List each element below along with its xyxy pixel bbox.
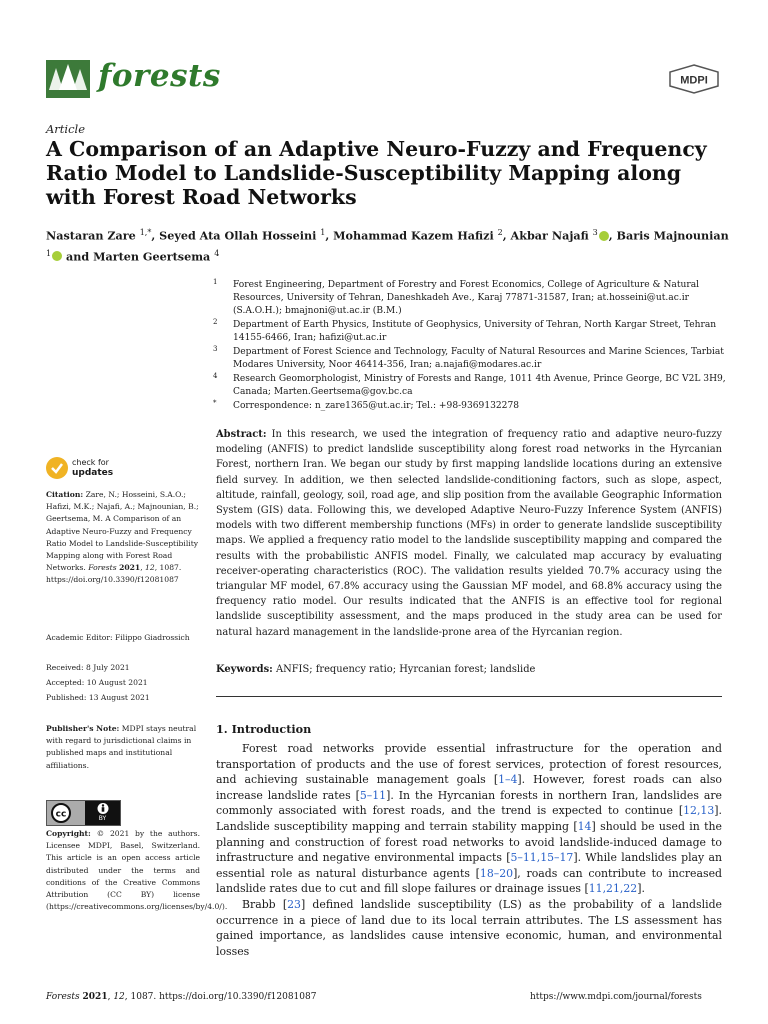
- check-updates-icon: [46, 457, 68, 479]
- author-name: Nastaran Zare: [46, 228, 140, 243]
- affiliation-row: [210, 400, 730, 413]
- copyright-text: © 2021 by the authors. Licensee MDPI, Basel, Switzerland. This article is an open access article distributed under the terms and conditions of the Creative Commons Attribution (CC BY) license (https://creativecommons.org/licenses/by/4.0/).: [46, 829, 228, 912]
- section-divider: [216, 696, 722, 697]
- citation-link[interactable]: 14: [577, 819, 592, 833]
- affiliation-number: 2: [213, 318, 218, 326]
- citation-link[interactable]: 11,21,22: [588, 882, 638, 896]
- author-list: Nastaran Zare $^{1,*}$, Seyed Ata Ollah Hosseini $^1$, Mohammad Kazem Hafizi $^2$, Akbar Najafi $^3$ , Baris Majnounian $^1$ and Marten Geertsema $^4$: [46, 228, 729, 264]
- check-updates-line1: check for: [72, 458, 109, 467]
- journal-name: forests: [98, 58, 221, 94]
- orcid-icon[interactable]: [52, 251, 62, 261]
- keywords: [216, 662, 722, 677]
- footer-journal-url[interactable]: https://www.mdpi.com/journal/forests: [530, 992, 702, 1002]
- copyright-label: Copyright:: [46, 829, 91, 838]
- author-name: Akbar Najafi: [510, 228, 593, 243]
- published-date: Published: 13 August 2021: [46, 693, 150, 702]
- author-name: Baris Majnounian: [616, 228, 729, 243]
- affiliation-text: Department of Forest Science and Technology, Faculty of Natural Resources and Marine Sciences, Tarbiat Modares University, Noor 46414-356, Iran; a.najafi@modares.ac.ir: [233, 347, 724, 370]
- citation-journal: Forests: [88, 563, 117, 573]
- affiliation-number: 4: [213, 372, 218, 380]
- affiliation-text: Correspondence: n_zare1365@ut.ac.ir; Tel.: +98-9369132278: [233, 401, 520, 411]
- introduction-body: [216, 741, 722, 959]
- affiliation-number: 1: [213, 278, 218, 286]
- footer-volume: 12: [113, 992, 125, 1002]
- footer-year: 2021: [82, 992, 108, 1002]
- paragraph-text: ]. However, forest roads can also increase landslide rates [: [216, 773, 722, 802]
- paragraph-text: ] defined landslide susceptibility (LS) as the probability of a landslide occurrence in a piece of land due to its local terrain attributes. The LS assessment has gained importance, as landslides cause intensive economic, human, and environmental losses: [216, 897, 722, 958]
- copyright-block: [46, 828, 228, 913]
- svg-text:cc: cc: [55, 809, 67, 820]
- affiliation-number: 3: [213, 345, 218, 353]
- affiliation-row: [210, 319, 730, 345]
- affiliation-number: *: [213, 399, 217, 407]
- author-affiliation-number: 1: [46, 248, 52, 258]
- section-heading: 1. Introduction: [216, 722, 312, 736]
- paragraph-text: ]. In the Hyrcanian forests in northern Iran, landslides are commonly associated with forest roads, and the trend is expected to continue [: [216, 788, 722, 818]
- affiliation-row: [210, 279, 730, 318]
- author-affiliation-number: 1,*: [139, 228, 152, 237]
- academic-editor: Academic Editor: Filippo Giadrossich: [46, 633, 190, 642]
- affiliation-row: [210, 346, 730, 372]
- footer-citation: Forests 2021, 12, 1087. https://doi.org/10.3390/f12081087: [46, 992, 317, 1002]
- footer-journal: Forests: [46, 992, 80, 1002]
- paragraph-text: ]. While landslides play an essential role as natural disturbance agents [: [216, 851, 722, 880]
- citation-doi[interactable]: , 1087. https://doi.org/10.3390/f12081087: [46, 563, 182, 585]
- affiliation-row: [210, 373, 730, 399]
- footer-doi[interactable]: , 1087. https://doi.org/10.3390/f12081087: [124, 992, 317, 1002]
- keywords-text: ANFIS; frequency ratio; Hyrcanian forest; landslide: [275, 664, 536, 675]
- received-date: Received: 8 July 2021: [46, 663, 130, 672]
- cc-license-badge[interactable]: [46, 800, 121, 826]
- orcid-icon[interactable]: [599, 231, 609, 241]
- author-affiliation-number: 1: [320, 228, 326, 237]
- affiliation-text: Department of Earth Physics, Institute of Geophysics, University of Tehran, North Kargar Street, Tehran 14155-6466, Iran; hafizi@ut.ac.ir: [233, 320, 717, 343]
- publisher-note-label: Publisher's Note:: [46, 724, 120, 733]
- journal-logo: [46, 60, 90, 98]
- abstract: [216, 427, 722, 640]
- cc-by-label: BY: [98, 815, 107, 822]
- author-name: Seyed Ata Ollah Hosseini: [159, 228, 321, 243]
- paragraph-text: Brabb [: [242, 897, 288, 911]
- citation-link[interactable]: 1–4: [498, 773, 518, 787]
- author-name: Marten Geertsema: [93, 249, 215, 264]
- citation-block: Citation: Zare, N.; Hosseini, S.A.O.; Hafizi, M.K.; Najafi, A.; Majnounian, B.; Geertsema, M. A Comparison of an Adaptive Neuro-Fuzzy and Frequency Ratio Model to Landslide-Susceptibility Mapping along with Forest Road Networks. Forests 2021, 12, 1087. https://doi.org/10.3390/f12081087: [46, 490, 199, 585]
- affiliation-text: Forest Engineering, Department of Forestry and Forest Economics, College of Agriculture & Natural Resources, University of Tehran, Daneshkadeh Ave., Karaj 77871-31587, Iran; at.hosseini@ut.ac.ir (S.A.O.H.); bmajnoni@ut.ac.ir (B.M.): [233, 280, 700, 316]
- citation-link[interactable]: 12,13: [683, 804, 715, 818]
- citation-volume: 12: [145, 563, 155, 573]
- paragraph-text: ].: [637, 882, 645, 896]
- paragraph-text: ]. Landslide susceptibility mapping and terrain stability mapping [: [216, 804, 722, 833]
- citation-link[interactable]: 5–11: [359, 788, 387, 802]
- author-affiliation-number: 2: [497, 228, 503, 237]
- paragraph-text: Forest road networks provide essential infrastructure for the operation and transportation of products and the use of forest services, protection of forest resources, and achieving sustainable management goals [: [216, 742, 722, 787]
- keywords-label: Keywords:: [216, 664, 273, 675]
- intro-paragraph-1: [216, 741, 722, 897]
- check-for-updates-badge[interactable]: [46, 455, 166, 485]
- intro-paragraph-2: [216, 897, 722, 959]
- paragraph-text: ] should be used in the planning and construction of forest road networks to avoid landslide-induced damage to infrastructure and negative environmental impacts [: [216, 819, 722, 865]
- article-type: Article: [46, 122, 86, 136]
- accepted-date: Accepted: 10 August 2021: [46, 678, 148, 687]
- paper-title: A Comparison of an Adaptive Neuro-Fuzzy and Frequency Ratio Model to Landslide-Susceptibility Mapping along with Forest Road Networks: [46, 137, 707, 209]
- check-updates-line2: updates: [72, 468, 114, 478]
- citation-year: 2021: [119, 563, 141, 573]
- citation-text: Zare, N.; Hosseini, S.A.O.; Hafizi, M.K.; Najafi, A.; Majnounian, B.; Geertsema, M. A Comparison of an Adaptive Neuro-Fuzzy and Frequency Ratio Model to Landslide-Susceptibility Mapping along with Forest Road Networks.: [46, 490, 199, 573]
- author-affiliation-number: 4: [214, 248, 220, 258]
- abstract-text: In this research, we used the integration of frequency ratio and adaptive neuro-fuzzy modeling (ANFIS) to predict landslide susceptibility along forest road networks in the Hyrcanian Forest, northern Iran. We began our study by first mapping landslide locations during an extensive field survey. In addition, we then selected landslide-conditioning factors, such as slope, aspect, altitude, rainfall, geology, soil, road age, and slip position from the available Geographic Information System (GIS) data. Following this, we developed Adaptive Neuro-Fuzzy Inference System (ANFIS) models with two different membership functions (MFs) in order to generate landslide susceptibility maps. We applied a frequency ratio model to the landslide susceptibility mapping and compared the results with the probabilistic ANFIS model. Finally, we calculated map accuracy by evaluating receiver-operating characteristics (ROC). The validation results yielded 70.7% accuracy using the triangular MF model, 67.8% accuracy using the Gaussian MF model, and 68.8% accuracy using the frequency ratio model. Our results indicated that the ANFIS is an effective tool for regional landslide susceptibility assessment, and the maps produced in the study area can be used for natural hazard management in the landslide-prone area of the Hyrcanian region.: [216, 429, 722, 638]
- publisher-note: [46, 723, 200, 772]
- citation-link[interactable]: 18–20: [479, 866, 514, 880]
- paragraph-text: ], roads can contribute to increased landslide rates due to cut and fill slope failures or drainage issues [: [216, 866, 723, 896]
- publisher-logo: [668, 64, 720, 94]
- abstract-label: Abstract:: [216, 429, 267, 440]
- citation-link[interactable]: 5–11,15–17: [510, 851, 574, 865]
- citation-link[interactable]: 23: [287, 897, 301, 911]
- citation-label: Citation:: [46, 490, 84, 499]
- author-name: Mohammad Kazem Hafizi: [333, 228, 498, 243]
- affiliation-text: Research Geomorphologist, Ministry of Forests and Range, 1011 4th Avenue, Prince George, BC V2L 3H9, Canada; Marten.Geertsema@gov.bc.ca: [233, 374, 726, 397]
- publisher-name: MDPI: [680, 74, 708, 87]
- affiliations: [210, 279, 730, 414]
- publisher-note-text: MDPI stays neutral with regard to jurisdictional claims in published maps and institutional affiliations.: [46, 724, 197, 770]
- author-affiliation-number: 3: [592, 228, 598, 237]
